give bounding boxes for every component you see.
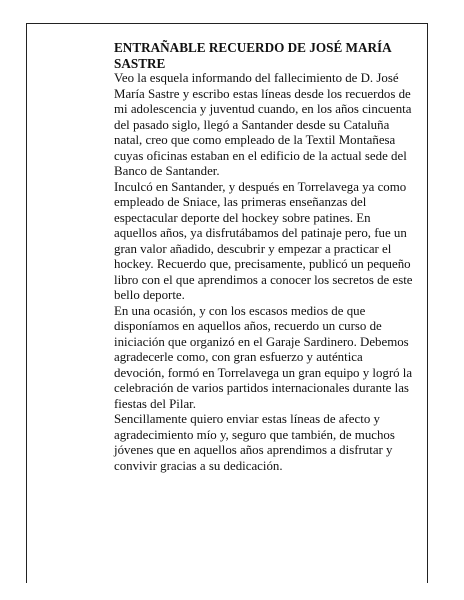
article-paragraph-4: Sencillamente quiero enviar estas líneas de afecto y agradecimiento mío y, seguro que también, de muchos jóvenes que en aquellos años aprendimos a disfrutar y convivir gracias a su dedicación. (114, 412, 395, 473)
article-paragraph-3: En una ocasión, y con los escasos medios de que disponíamos en aquellos años, recuerdo un curso de iniciación que organizó en el Garaje Sardinero. Debemos agradecerle como, con gran esfuerzo y auténtica devoción, formó en Torrelavega un gran equipo y logró la celebración de varios partidos internacionales durante las fiestas del Pilar. (114, 303, 413, 411)
article-title: ENTRAÑABLE RECUERDO DE JOSÉ MARÍA SASTRE (114, 40, 391, 71)
article (114, 40, 416, 474)
article-paragraph-1: Veo la esquela informando del fallecimiento de D. José María Sastre y escribo estas líneas desde los recuerdos de mi adolescencia y juventud cuando, en los años cincuenta del pasado siglo, llegó a Santander desde su Cataluña natal, creo que como empleado de la Textil Montañesa cuyas oficinas estaban en el edificio de la actual sede del Banco de Santander. (114, 71, 412, 178)
article-paragraph-2: Inculcó en Santander, y después en Torrelavega ya como empleado de Sniace, las primeras enseñanzas del espectacular deporte del hockey sobre patines. En aquellos años, ya disfrutábamos del patinaje pero, fue un gran valor añadido, descubrir y empezar a practicar el hockey. Recuerdo que, precisamente, publicó un pequeño libro con el que aprendimos a conocer los secretos de este bello deporte. (114, 179, 413, 302)
